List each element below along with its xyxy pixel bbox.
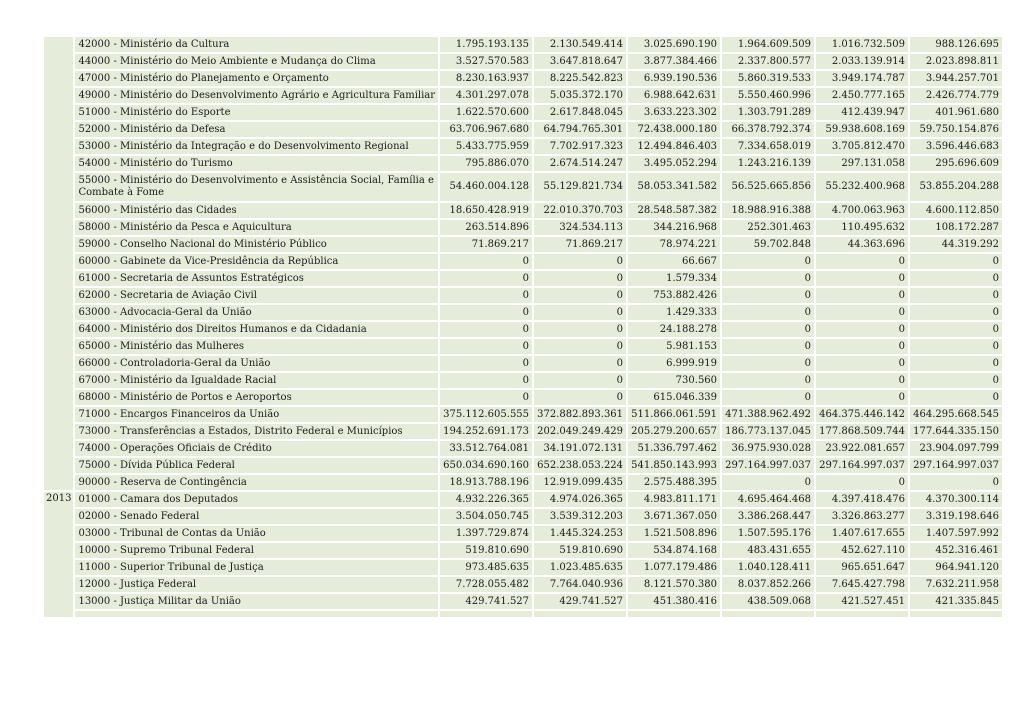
value-cell-3: 205.279.200.657 (628, 424, 720, 439)
value-cell-4: 0 (722, 475, 814, 490)
value-cell-4: 66.378.792.374 (722, 122, 814, 137)
value-cell-1: 519.810.690 (440, 543, 532, 558)
budget-table-body (44, 37, 1002, 617)
value-cell-6: 0 (910, 475, 1002, 490)
value-cell-3: 511.866.061.591 (628, 407, 720, 422)
value-cell-5: 0 (816, 339, 908, 354)
value-cell-1: 5.433.775.959 (440, 139, 532, 154)
table-row (44, 139, 1002, 154)
table-row (44, 237, 1002, 252)
value-cell-5: 4.397.418.476 (816, 492, 908, 507)
value-cell-3: 3.633.223.302 (628, 105, 720, 120)
value-cell-4: 0 (722, 305, 814, 320)
year-cell: 2013 (44, 492, 73, 617)
value-cell-6: 4.600.112.850 (910, 203, 1002, 218)
organ-name-cell: 12000 - Justiça Federal (75, 577, 438, 592)
value-cell-2: 0 (534, 339, 626, 354)
empty-cell (816, 611, 908, 617)
value-cell-1: 0 (440, 339, 532, 354)
value-cell-2: 3.539.312.203 (534, 509, 626, 524)
value-cell-1: 263.514.896 (440, 220, 532, 235)
value-cell-4: 0 (722, 339, 814, 354)
value-cell-5: 0 (816, 271, 908, 286)
value-cell-4: 1.040.128.411 (722, 560, 814, 575)
empty-cell (628, 611, 720, 617)
organ-name-cell: 74000 - Operações Oficiais de Crédito (75, 441, 438, 456)
value-cell-3: 1.579.334 (628, 271, 720, 286)
value-cell-5: 7.645.427.798 (816, 577, 908, 592)
organ-name-cell: 52000 - Ministério da Defesa (75, 122, 438, 137)
value-cell-2: 0 (534, 373, 626, 388)
value-cell-2: 7.702.917.323 (534, 139, 626, 154)
value-cell-6: 0 (910, 305, 1002, 320)
value-cell-1: 18.913.788.196 (440, 475, 532, 490)
organ-name-cell: 67000 - Ministério da Igualdade Racial (75, 373, 438, 388)
value-cell-1: 54.460.004.128 (440, 173, 532, 201)
value-cell-5: 3.705.812.470 (816, 139, 908, 154)
value-cell-6: 0 (910, 373, 1002, 388)
value-cell-5: 452.627.110 (816, 543, 908, 558)
value-cell-5: 965.651.647 (816, 560, 908, 575)
table-row (44, 54, 1002, 69)
value-cell-5: 55.232.400.968 (816, 173, 908, 201)
organ-name-cell: 02000 - Senado Federal (75, 509, 438, 524)
value-cell-2: 8.225.542.823 (534, 71, 626, 86)
organ-name-cell: 73000 - Transferências a Estados, Distrito Federal e Municípios (75, 424, 438, 439)
value-cell-4: 483.431.655 (722, 543, 814, 558)
value-cell-2: 4.974.026.365 (534, 492, 626, 507)
value-cell-2: 652.238.053.224 (534, 458, 626, 473)
value-cell-2: 0 (534, 322, 626, 337)
value-cell-4: 2.337.800.577 (722, 54, 814, 69)
value-cell-5: 3.949.174.787 (816, 71, 908, 86)
value-cell-1: 0 (440, 373, 532, 388)
organ-name-cell: 60000 - Gabinete da Vice-Presidência da República (75, 254, 438, 269)
table-row (44, 390, 1002, 405)
empty-cell (440, 611, 532, 617)
table-row (44, 458, 1002, 473)
value-cell-6: 452.316.461 (910, 543, 1002, 558)
value-cell-6: 3.944.257.701 (910, 71, 1002, 86)
value-cell-1: 7.728.055.482 (440, 577, 532, 592)
value-cell-4: 5.550.460.996 (722, 88, 814, 103)
value-cell-1: 4.932.226.365 (440, 492, 532, 507)
value-cell-3: 12.494.846.403 (628, 139, 720, 154)
value-cell-5: 0 (816, 390, 908, 405)
value-cell-3: 451.380.416 (628, 594, 720, 609)
value-cell-1: 0 (440, 322, 532, 337)
value-cell-1: 194.252.691.173 (440, 424, 532, 439)
value-cell-6: 964.941.120 (910, 560, 1002, 575)
value-cell-2: 64.794.765.301 (534, 122, 626, 137)
value-cell-6: 401.961.680 (910, 105, 1002, 120)
table-row (44, 407, 1002, 422)
value-cell-4: 18.988.916.388 (722, 203, 814, 218)
organ-name-cell: 66000 - Controladoria-Geral da União (75, 356, 438, 371)
value-cell-4: 0 (722, 390, 814, 405)
value-cell-2: 0 (534, 390, 626, 405)
organ-name-cell: 51000 - Ministério do Esporte (75, 105, 438, 120)
value-cell-6: 0 (910, 356, 1002, 371)
table-row-continuation (44, 611, 1002, 617)
table-row (44, 594, 1002, 609)
value-cell-6: 177.644.335.150 (910, 424, 1002, 439)
value-cell-4: 0 (722, 356, 814, 371)
value-cell-2: 2.130.549.414 (534, 37, 626, 52)
table-row (44, 122, 1002, 137)
empty-cell (910, 611, 1002, 617)
value-cell-2: 0 (534, 288, 626, 303)
value-cell-1: 375.112.605.555 (440, 407, 532, 422)
value-cell-5: 421.527.451 (816, 594, 908, 609)
value-cell-1: 3.527.570.583 (440, 54, 532, 69)
value-cell-3: 6.939.190.536 (628, 71, 720, 86)
value-cell-6: 59.750.154.876 (910, 122, 1002, 137)
organ-name-cell: 03000 - Tribunal de Contas da União (75, 526, 438, 541)
value-cell-3: 28.548.587.382 (628, 203, 720, 218)
value-cell-4: 1.303.791.289 (722, 105, 814, 120)
organ-name-cell: 61000 - Secretaria de Assuntos Estratégicos (75, 271, 438, 286)
value-cell-2: 0 (534, 356, 626, 371)
value-cell-1: 1.397.729.874 (440, 526, 532, 541)
value-cell-5: 0 (816, 475, 908, 490)
empty-cell (75, 611, 438, 617)
value-cell-5: 0 (816, 373, 908, 388)
value-cell-4: 7.334.658.019 (722, 139, 814, 154)
value-cell-6: 108.172.287 (910, 220, 1002, 235)
value-cell-4: 0 (722, 373, 814, 388)
organ-name-cell: 90000 - Reserva de Contingência (75, 475, 438, 490)
value-cell-6: 1.407.597.992 (910, 526, 1002, 541)
value-cell-2: 2.674.514.247 (534, 156, 626, 171)
value-cell-4: 186.773.137.045 (722, 424, 814, 439)
value-cell-2: 372.882.893.361 (534, 407, 626, 422)
value-cell-5: 297.131.058 (816, 156, 908, 171)
organ-name-cell: 13000 - Justiça Militar da União (75, 594, 438, 609)
table-row (44, 156, 1002, 171)
value-cell-3: 66.667 (628, 254, 720, 269)
value-cell-4: 1.964.609.509 (722, 37, 814, 52)
table-row (44, 105, 1002, 120)
value-cell-1: 0 (440, 271, 532, 286)
value-cell-4: 5.860.319.533 (722, 71, 814, 86)
value-cell-2: 0 (534, 305, 626, 320)
value-cell-2: 0 (534, 254, 626, 269)
organ-name-cell: 71000 - Encargos Financeiros da União (75, 407, 438, 422)
value-cell-3: 4.983.811.171 (628, 492, 720, 507)
organ-name-cell: 55000 - Ministério do Desenvolvimento e Assistência Social, Família e Combate à Fome (75, 173, 438, 201)
value-cell-5: 1.016.732.509 (816, 37, 908, 52)
value-cell-4: 0 (722, 288, 814, 303)
value-cell-3: 753.882.426 (628, 288, 720, 303)
value-cell-3: 24.188.278 (628, 322, 720, 337)
value-cell-6: 3.319.198.646 (910, 509, 1002, 524)
value-cell-5: 0 (816, 288, 908, 303)
value-cell-2: 71.869.217 (534, 237, 626, 252)
empty-cell (722, 611, 814, 617)
value-cell-5: 3.326.863.277 (816, 509, 908, 524)
table-row (44, 339, 1002, 354)
value-cell-3: 344.216.968 (628, 220, 720, 235)
table-row (44, 441, 1002, 456)
table-row (44, 560, 1002, 575)
value-cell-3: 1.077.179.486 (628, 560, 720, 575)
value-cell-2: 34.191.072.131 (534, 441, 626, 456)
value-cell-5: 0 (816, 322, 908, 337)
value-cell-1: 8.230.163.937 (440, 71, 532, 86)
value-cell-4: 0 (722, 322, 814, 337)
value-cell-1: 0 (440, 254, 532, 269)
table-row (44, 71, 1002, 86)
value-cell-6: 0 (910, 288, 1002, 303)
value-cell-3: 51.336.797.462 (628, 441, 720, 456)
value-cell-5: 0 (816, 305, 908, 320)
value-cell-1: 0 (440, 288, 532, 303)
value-cell-2: 22.010.370.703 (534, 203, 626, 218)
value-cell-6: 0 (910, 271, 1002, 286)
value-cell-2: 2.617.848.045 (534, 105, 626, 120)
table-row (44, 543, 1002, 558)
table-row (44, 37, 1002, 52)
value-cell-6: 3.596.446.683 (910, 139, 1002, 154)
value-cell-3: 3.025.690.190 (628, 37, 720, 52)
table-row (44, 526, 1002, 541)
value-cell-3: 6.988.642.631 (628, 88, 720, 103)
value-cell-1: 650.034.690.160 (440, 458, 532, 473)
value-cell-1: 1.795.193.135 (440, 37, 532, 52)
value-cell-3: 5.981.153 (628, 339, 720, 354)
value-cell-3: 3.671.367.050 (628, 509, 720, 524)
table-row (44, 475, 1002, 490)
value-cell-1: 3.504.050.745 (440, 509, 532, 524)
value-cell-4: 0 (722, 271, 814, 286)
value-cell-6: 988.126.695 (910, 37, 1002, 52)
value-cell-4: 59.702.848 (722, 237, 814, 252)
value-cell-5: 110.495.632 (816, 220, 908, 235)
value-cell-6: 0 (910, 322, 1002, 337)
value-cell-2: 519.810.690 (534, 543, 626, 558)
value-cell-4: 252.301.463 (722, 220, 814, 235)
value-cell-1: 18.650.428.919 (440, 203, 532, 218)
value-cell-2: 7.764.040.936 (534, 577, 626, 592)
value-cell-1: 1.622.570.600 (440, 105, 532, 120)
value-cell-2: 12.919.099.435 (534, 475, 626, 490)
organ-name-cell: 56000 - Ministério das Cidades (75, 203, 438, 218)
value-cell-1: 795.886.070 (440, 156, 532, 171)
value-cell-1: 33.512.764.081 (440, 441, 532, 456)
table-row (44, 88, 1002, 103)
table-row (44, 509, 1002, 524)
value-cell-2: 55.129.821.734 (534, 173, 626, 201)
value-cell-3: 615.046.339 (628, 390, 720, 405)
value-cell-4: 8.037.852.266 (722, 577, 814, 592)
table-row (44, 305, 1002, 320)
organ-name-cell: 44000 - Ministério do Meio Ambiente e Mudança do Clima (75, 54, 438, 69)
value-cell-5: 177.868.509.744 (816, 424, 908, 439)
value-cell-6: 0 (910, 339, 1002, 354)
value-cell-5: 2.033.139.914 (816, 54, 908, 69)
organ-name-cell: 54000 - Ministério do Turismo (75, 156, 438, 171)
value-cell-3: 6.999.919 (628, 356, 720, 371)
value-cell-5: 464.375.446.142 (816, 407, 908, 422)
value-cell-5: 0 (816, 254, 908, 269)
value-cell-1: 63.706.967.680 (440, 122, 532, 137)
value-cell-1: 973.485.635 (440, 560, 532, 575)
value-cell-6: 0 (910, 390, 1002, 405)
value-cell-4: 36.975.930.028 (722, 441, 814, 456)
organ-name-cell: 64000 - Ministério dos Direitos Humanos e da Cidadania (75, 322, 438, 337)
value-cell-5: 297.164.997.037 (816, 458, 908, 473)
value-cell-5: 412.439.947 (816, 105, 908, 120)
value-cell-2: 3.647.818.647 (534, 54, 626, 69)
organ-name-cell: 47000 - Ministério do Planejamento e Orçamento (75, 71, 438, 86)
table-row (44, 254, 1002, 269)
organ-name-cell: 59000 - Conselho Nacional do Ministério Público (75, 237, 438, 252)
table-row (44, 203, 1002, 218)
year-cell (44, 37, 73, 490)
value-cell-6: 295.696.609 (910, 156, 1002, 171)
empty-cell (534, 611, 626, 617)
value-cell-2: 324.534.113 (534, 220, 626, 235)
value-cell-3: 1.429.333 (628, 305, 720, 320)
table-row (44, 424, 1002, 439)
value-cell-5: 1.407.617.655 (816, 526, 908, 541)
organ-name-cell: 49000 - Ministério do Desenvolvimento Agrário e Agricultura Familiar (75, 88, 438, 103)
value-cell-6: 2.426.774.779 (910, 88, 1002, 103)
value-cell-3: 541.850.143.993 (628, 458, 720, 473)
organ-name-cell: 42000 - Ministério da Cultura (75, 37, 438, 52)
value-cell-4: 3.386.268.447 (722, 509, 814, 524)
value-cell-6: 464.295.668.545 (910, 407, 1002, 422)
value-cell-5: 2.450.777.165 (816, 88, 908, 103)
table-row (44, 322, 1002, 337)
value-cell-1: 71.869.217 (440, 237, 532, 252)
table-row (44, 492, 1002, 507)
value-cell-3: 1.521.508.896 (628, 526, 720, 541)
value-cell-1: 0 (440, 305, 532, 320)
value-cell-4: 297.164.997.037 (722, 458, 814, 473)
value-cell-3: 58.053.341.582 (628, 173, 720, 201)
value-cell-2: 1.445.324.253 (534, 526, 626, 541)
value-cell-3: 534.874.168 (628, 543, 720, 558)
value-cell-1: 0 (440, 356, 532, 371)
value-cell-4: 471.388.962.492 (722, 407, 814, 422)
organ-name-cell: 11000 - Superior Tribunal de Justiça (75, 560, 438, 575)
value-cell-6: 421.335.845 (910, 594, 1002, 609)
organ-name-cell: 58000 - Ministério da Pesca e Aquicultura (75, 220, 438, 235)
value-cell-2: 0 (534, 271, 626, 286)
organ-name-cell: 75000 - Dívida Pública Federal (75, 458, 438, 473)
value-cell-4: 1.507.595.176 (722, 526, 814, 541)
value-cell-6: 0 (910, 254, 1002, 269)
value-cell-6: 297.164.997.037 (910, 458, 1002, 473)
value-cell-4: 56.525.665.856 (722, 173, 814, 201)
value-cell-5: 0 (816, 356, 908, 371)
organ-name-cell: 62000 - Secretaria de Aviação Civil (75, 288, 438, 303)
value-cell-6: 23.904.097.799 (910, 441, 1002, 456)
value-cell-3: 730.560 (628, 373, 720, 388)
value-cell-3: 3.495.052.294 (628, 156, 720, 171)
table-row (44, 173, 1002, 201)
value-cell-5: 59.938.608.169 (816, 122, 908, 137)
budget-table (42, 35, 1004, 619)
value-cell-2: 429.741.527 (534, 594, 626, 609)
table-row (44, 356, 1002, 371)
table-row (44, 271, 1002, 286)
value-cell-6: 2.023.898.811 (910, 54, 1002, 69)
value-cell-2: 5.035.372.170 (534, 88, 626, 103)
value-cell-2: 1.023.485.635 (534, 560, 626, 575)
organ-name-cell: 63000 - Advocacia-Geral da União (75, 305, 438, 320)
table-row (44, 577, 1002, 592)
value-cell-5: 44.363.696 (816, 237, 908, 252)
organ-name-cell: 53000 - Ministério da Integração e do Desenvolvimento Regional (75, 139, 438, 154)
value-cell-4: 0 (722, 254, 814, 269)
value-cell-5: 23.922.081.657 (816, 441, 908, 456)
value-cell-6: 4.370.300.114 (910, 492, 1002, 507)
value-cell-6: 53.855.204.288 (910, 173, 1002, 201)
value-cell-4: 1.243.216.139 (722, 156, 814, 171)
organ-name-cell: 10000 - Supremo Tribunal Federal (75, 543, 438, 558)
table-row (44, 288, 1002, 303)
value-cell-2: 202.049.249.429 (534, 424, 626, 439)
value-cell-1: 0 (440, 390, 532, 405)
value-cell-1: 4.301.297.078 (440, 88, 532, 103)
value-cell-6: 44.319.292 (910, 237, 1002, 252)
organ-name-cell: 65000 - Ministério das Mulheres (75, 339, 438, 354)
value-cell-3: 2.575.488.395 (628, 475, 720, 490)
value-cell-5: 4.700.063.963 (816, 203, 908, 218)
value-cell-3: 8.121.570.380 (628, 577, 720, 592)
table-row (44, 373, 1002, 388)
table-row (44, 220, 1002, 235)
value-cell-3: 3.877.384.466 (628, 54, 720, 69)
organ-name-cell: 01000 - Camara dos Deputados (75, 492, 438, 507)
organ-name-cell: 68000 - Ministério de Portos e Aeroportos (75, 390, 438, 405)
value-cell-3: 78.974.221 (628, 237, 720, 252)
value-cell-4: 438.509.068 (722, 594, 814, 609)
value-cell-1: 429.741.527 (440, 594, 532, 609)
value-cell-4: 4.695.464.468 (722, 492, 814, 507)
value-cell-3: 72.438.000.180 (628, 122, 720, 137)
value-cell-6: 7.632.211.958 (910, 577, 1002, 592)
